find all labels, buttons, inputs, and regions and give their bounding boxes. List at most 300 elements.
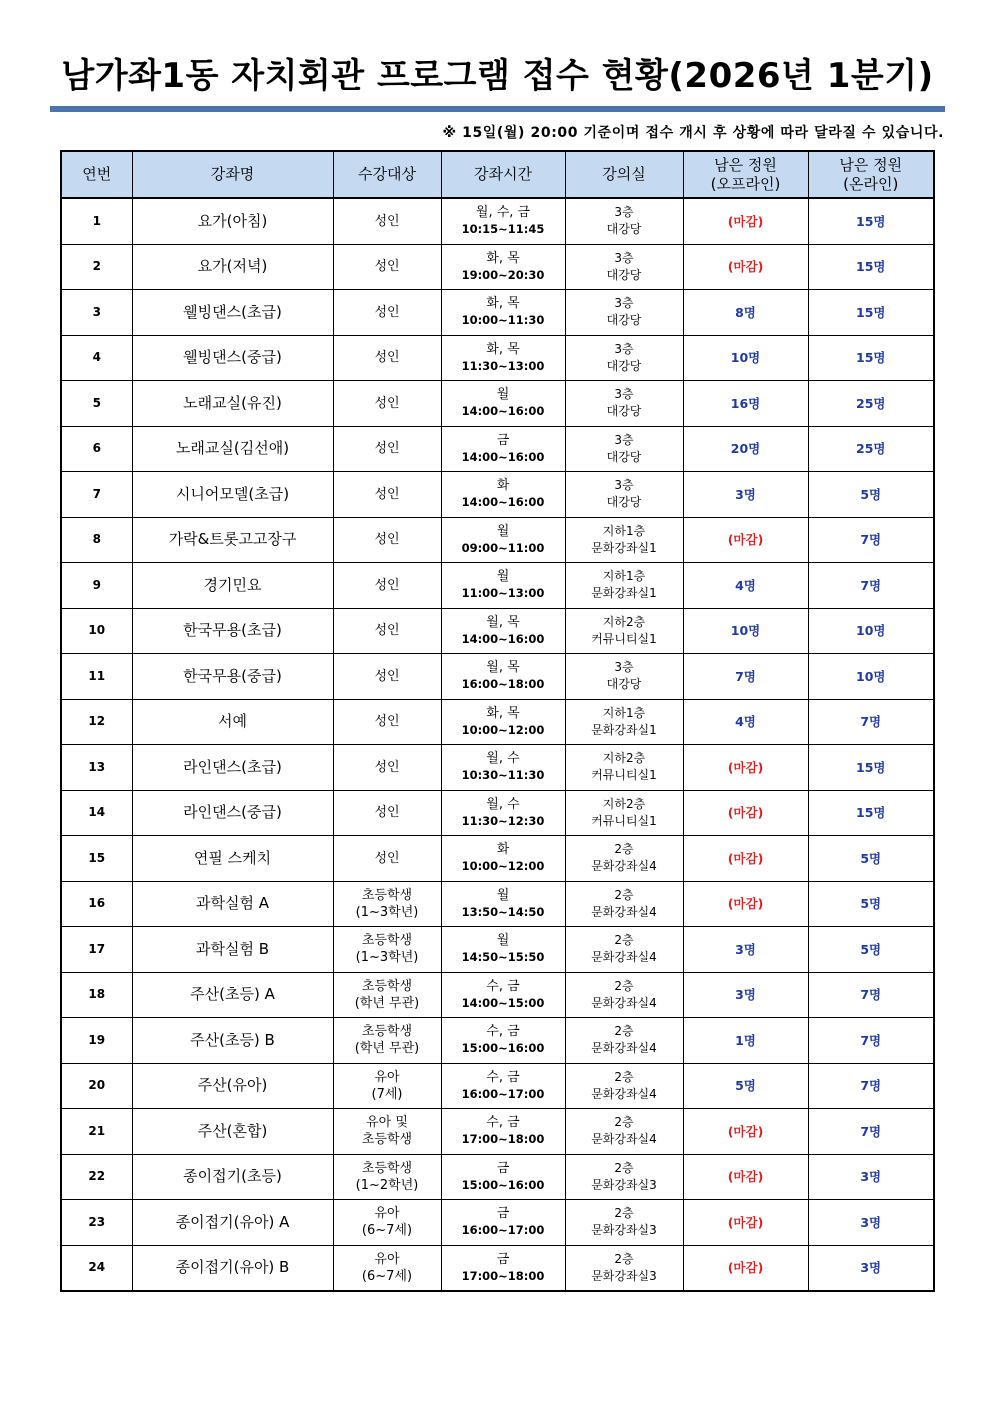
cell-target-line1: 성인 — [374, 304, 400, 320]
cell-online-remaining: 10명 — [808, 654, 934, 700]
cell-time — [441, 1109, 565, 1155]
cell-hours: 14:00~16:00 — [461, 495, 545, 510]
cell-days: 월 — [496, 887, 510, 903]
cell-time — [441, 563, 565, 609]
cell-no: 23 — [61, 1200, 132, 1246]
cell-floor: 2층 — [614, 978, 634, 993]
cell-hours: 14:00~16:00 — [461, 404, 545, 419]
cell-online-remaining: 7명 — [808, 1018, 934, 1064]
cell-target — [333, 381, 441, 427]
cell-offline-remaining: 4명 — [683, 699, 808, 745]
cell-target-line1: 유아 — [374, 1251, 400, 1267]
cell-target — [333, 790, 441, 836]
cell-target-line1: 성인 — [374, 714, 400, 730]
cell-room — [565, 426, 683, 472]
cell-floor: 지하1층 — [602, 705, 646, 720]
table-row — [61, 290, 934, 336]
cell-floor: 2층 — [614, 1024, 634, 1039]
cell-target — [333, 472, 441, 518]
cell-days: 월 — [496, 523, 510, 539]
cell-course: 과학실험 A — [132, 881, 333, 927]
cell-time — [441, 745, 565, 791]
cell-online-remaining: 5명 — [808, 927, 934, 973]
cell-days: 화, 목 — [486, 296, 520, 312]
cell-room — [565, 790, 683, 836]
table-row — [61, 1018, 934, 1064]
cell-time — [441, 1154, 565, 1200]
table-row — [61, 244, 934, 290]
cell-floor: 3층 — [614, 205, 634, 220]
cell-target-line2: 초등학생 — [361, 1132, 413, 1148]
cell-hours: 14:00~16:00 — [461, 631, 545, 646]
cell-floor: 2층 — [614, 1069, 634, 1084]
cell-target-line1: 성인 — [374, 259, 400, 275]
cell-online-remaining: 25명 — [808, 426, 934, 472]
cell-room — [565, 335, 683, 381]
cell-target — [333, 244, 441, 290]
cell-online-remaining: 15명 — [808, 790, 934, 836]
cell-offline-remaining: 7명 — [683, 654, 808, 700]
cell-offline-remaining: 20명 — [683, 426, 808, 472]
cell-target-line1: 성인 — [374, 350, 400, 366]
cell-days: 화, 목 — [486, 705, 520, 721]
cell-target-line1: 성인 — [374, 532, 400, 548]
cell-days: 화, 목 — [486, 341, 520, 357]
cell-target — [333, 563, 441, 609]
cell-offline-remaining: (마감) — [683, 244, 808, 290]
cell-online-remaining: 5명 — [808, 836, 934, 882]
cell-course: 서예 — [132, 699, 333, 745]
cell-days: 금 — [496, 1251, 510, 1267]
cell-online-remaining: 7명 — [808, 517, 934, 563]
table-header-row — [61, 151, 934, 198]
cell-hours: 10:30~11:30 — [461, 768, 545, 783]
cell-floor: 3층 — [614, 660, 634, 675]
cell-time — [441, 1200, 565, 1246]
cell-course: 주산(초등) A — [132, 972, 333, 1018]
cell-room-name: 문화강좌실3 — [591, 1268, 657, 1283]
cell-target — [333, 1109, 441, 1155]
cell-target-line2: (학년 무관) — [354, 995, 420, 1011]
cell-time — [441, 517, 565, 563]
cell-no: 5 — [61, 381, 132, 427]
cell-time — [441, 608, 565, 654]
cell-days: 화 — [496, 842, 510, 858]
cell-hours: 16:00~17:00 — [461, 1223, 545, 1238]
cell-offline-remaining: (마감) — [683, 881, 808, 927]
cell-room-name: 커뮤니티실1 — [591, 768, 657, 783]
cell-room — [565, 881, 683, 927]
header-offline-line2: (오프라인) — [710, 174, 781, 193]
cell-room-name: 문화강좌실1 — [591, 540, 657, 555]
cell-target-line2: (학년 무관) — [354, 1041, 420, 1057]
cell-online-remaining: 15명 — [808, 198, 934, 244]
cell-target-line1: 유아 및 — [366, 1115, 408, 1131]
table-row — [61, 699, 934, 745]
cell-days: 월 — [496, 569, 510, 585]
header-online — [808, 151, 934, 198]
title-underline — [50, 106, 945, 112]
cell-offline-remaining: (마감) — [683, 1154, 808, 1200]
cell-floor: 지하2층 — [602, 614, 646, 629]
cell-hours: 15:00~16:00 — [461, 1041, 545, 1056]
cell-room-name: 대강당 — [606, 495, 642, 510]
cell-room-name: 대강당 — [606, 313, 642, 328]
cell-hours: 16:00~18:00 — [461, 677, 545, 692]
cell-floor: 지하2층 — [602, 796, 646, 811]
cell-room — [565, 1245, 683, 1291]
cell-no: 14 — [61, 790, 132, 836]
cell-offline-remaining: (마감) — [683, 1245, 808, 1291]
table-row — [61, 927, 934, 973]
cell-time — [441, 1245, 565, 1291]
cell-target-line1: 성인 — [374, 577, 400, 593]
cell-room — [565, 1018, 683, 1064]
cell-target-line1: 성인 — [374, 759, 400, 775]
cell-hours: 09:00~11:00 — [461, 540, 545, 555]
cell-course: 연필 스케치 — [132, 836, 333, 882]
cell-offline-remaining: (마감) — [683, 790, 808, 836]
cell-room-name: 문화강좌실4 — [591, 904, 657, 919]
header-offline — [683, 151, 808, 198]
cell-room — [565, 517, 683, 563]
cell-hours: 10:00~11:30 — [461, 313, 545, 328]
cell-target-line1: 성인 — [374, 623, 400, 639]
cell-online-remaining: 5명 — [808, 472, 934, 518]
cell-time — [441, 836, 565, 882]
cell-offline-remaining: (마감) — [683, 1200, 808, 1246]
table-row — [61, 198, 934, 244]
cell-offline-remaining: 1명 — [683, 1018, 808, 1064]
cell-online-remaining: 3명 — [808, 1245, 934, 1291]
cell-online-remaining: 15명 — [808, 244, 934, 290]
cell-online-remaining: 10명 — [808, 608, 934, 654]
cell-target — [333, 881, 441, 927]
cell-no: 4 — [61, 335, 132, 381]
cell-days: 화 — [496, 478, 510, 494]
cell-target-line1: 성인 — [374, 850, 400, 866]
cell-days: 월, 수 — [486, 751, 520, 767]
cell-offline-remaining: 4명 — [683, 563, 808, 609]
cell-hours: 14:00~15:00 — [461, 995, 545, 1010]
cell-room-name: 대강당 — [606, 222, 642, 237]
cell-hours: 10:15~11:45 — [461, 222, 545, 237]
cell-online-remaining: 7명 — [808, 699, 934, 745]
cell-time — [441, 381, 565, 427]
cell-no: 3 — [61, 290, 132, 336]
cell-time — [441, 654, 565, 700]
notice-text: ※ 15일(월) 20:00 기준이며 접수 개시 후 상황에 따라 달라질 수 있습니다. — [442, 125, 944, 141]
cell-online-remaining: 7명 — [808, 563, 934, 609]
table-row — [61, 563, 934, 609]
cell-days: 월, 수 — [486, 796, 520, 812]
cell-floor: 지하1층 — [602, 523, 646, 538]
table-row — [61, 1063, 934, 1109]
cell-target — [333, 290, 441, 336]
cell-room — [565, 699, 683, 745]
cell-floor: 3층 — [614, 250, 634, 265]
cell-floor: 2층 — [614, 1251, 634, 1266]
cell-target-line1: 성인 — [374, 486, 400, 502]
cell-no: 9 — [61, 563, 132, 609]
cell-offline-remaining: 16명 — [683, 381, 808, 427]
table-row — [61, 881, 934, 927]
cell-offline-remaining: 5명 — [683, 1063, 808, 1109]
cell-no: 11 — [61, 654, 132, 700]
cell-time — [441, 290, 565, 336]
cell-time — [441, 699, 565, 745]
cell-target-line1: 초등학생 — [361, 1024, 413, 1040]
cell-target — [333, 927, 441, 973]
cell-room — [565, 1109, 683, 1155]
cell-hours: 11:30~12:30 — [461, 813, 545, 828]
cell-days: 월 — [496, 933, 510, 949]
cell-target — [333, 699, 441, 745]
cell-room-name: 대강당 — [606, 677, 642, 692]
cell-no: 20 — [61, 1063, 132, 1109]
cell-course: 경기민요 — [132, 563, 333, 609]
cell-hours: 15:00~16:00 — [461, 1177, 545, 1192]
cell-hours: 11:30~13:00 — [461, 358, 545, 373]
cell-course: 웰빙댄스(중급) — [132, 335, 333, 381]
cell-course: 주산(유아) — [132, 1063, 333, 1109]
cell-room — [565, 927, 683, 973]
cell-no: 10 — [61, 608, 132, 654]
table-row — [61, 745, 934, 791]
cell-room-name: 문화강좌실4 — [591, 1132, 657, 1147]
header-no: 연번 — [61, 151, 132, 198]
cell-room — [565, 608, 683, 654]
cell-floor: 3층 — [614, 341, 634, 356]
cell-no: 13 — [61, 745, 132, 791]
table-row — [61, 790, 934, 836]
cell-no: 17 — [61, 927, 132, 973]
cell-time — [441, 472, 565, 518]
cell-days: 월, 수, 금 — [475, 205, 531, 221]
cell-days: 금 — [496, 1206, 510, 1222]
cell-no: 21 — [61, 1109, 132, 1155]
cell-offline-remaining: 10명 — [683, 608, 808, 654]
cell-hours: 17:00~18:00 — [461, 1268, 545, 1283]
cell-room-name: 문화강좌실1 — [591, 722, 657, 737]
cell-no: 15 — [61, 836, 132, 882]
cell-hours: 13:50~14:50 — [461, 904, 545, 919]
cell-target — [333, 335, 441, 381]
cell-room — [565, 244, 683, 290]
cell-course: 요가(저녁) — [132, 244, 333, 290]
cell-time — [441, 426, 565, 472]
table-row — [61, 381, 934, 427]
cell-target-line2: (1~2학년) — [355, 1177, 419, 1193]
cell-target-line2: (1~3학년) — [355, 950, 419, 966]
cell-days: 수, 금 — [486, 978, 520, 994]
cell-target-line1: 성인 — [374, 395, 400, 411]
cell-target — [333, 1063, 441, 1109]
cell-room-name: 문화강좌실4 — [591, 859, 657, 874]
cell-floor: 3층 — [614, 432, 634, 447]
cell-room-name: 문화강좌실1 — [591, 586, 657, 601]
cell-offline-remaining: (마감) — [683, 517, 808, 563]
cell-days: 월, 목 — [486, 660, 520, 676]
cell-offline-remaining: (마감) — [683, 198, 808, 244]
cell-offline-remaining: 8명 — [683, 290, 808, 336]
cell-days: 금 — [496, 1160, 510, 1176]
header-online-line2: (온라인) — [843, 174, 899, 193]
cell-room-name: 문화강좌실3 — [591, 1223, 657, 1238]
cell-target — [333, 1018, 441, 1064]
cell-course: 종이접기(초등) — [132, 1154, 333, 1200]
cell-floor: 지하2층 — [602, 751, 646, 766]
cell-target — [333, 198, 441, 244]
cell-target — [333, 608, 441, 654]
cell-room — [565, 472, 683, 518]
cell-hours: 17:00~18:00 — [461, 1132, 545, 1147]
table-row — [61, 1109, 934, 1155]
table-row — [61, 335, 934, 381]
cell-target — [333, 836, 441, 882]
cell-course: 가락&트롯고고장구 — [132, 517, 333, 563]
cell-online-remaining: 15명 — [808, 290, 934, 336]
cell-days: 수, 금 — [486, 1115, 520, 1131]
cell-room-name: 대강당 — [606, 267, 642, 282]
cell-target-line1: 초등학생 — [361, 978, 413, 994]
cell-target-line1: 유아 — [374, 1206, 400, 1222]
cell-course: 주산(초등) B — [132, 1018, 333, 1064]
cell-floor: 지하1층 — [602, 569, 646, 584]
cell-course: 한국무용(중급) — [132, 654, 333, 700]
table-row — [61, 972, 934, 1018]
cell-floor: 2층 — [614, 842, 634, 857]
cell-target — [333, 972, 441, 1018]
cell-target — [333, 1200, 441, 1246]
cell-target-line1: 유아 — [374, 1069, 400, 1085]
cell-room — [565, 1154, 683, 1200]
cell-course: 종이접기(유아) A — [132, 1200, 333, 1246]
cell-no: 2 — [61, 244, 132, 290]
table-row — [61, 426, 934, 472]
cell-no: 22 — [61, 1154, 132, 1200]
cell-time — [441, 244, 565, 290]
cell-hours: 11:00~13:00 — [461, 586, 545, 601]
cell-course: 한국무용(초급) — [132, 608, 333, 654]
cell-online-remaining: 3명 — [808, 1200, 934, 1246]
cell-room — [565, 972, 683, 1018]
header-room: 강의실 — [565, 151, 683, 198]
program-table — [60, 150, 935, 1292]
cell-target-line1: 성인 — [374, 441, 400, 457]
cell-days: 화, 목 — [486, 250, 520, 266]
cell-offline-remaining: 3명 — [683, 472, 808, 518]
cell-room — [565, 1063, 683, 1109]
cell-days: 수, 금 — [486, 1024, 520, 1040]
cell-time — [441, 790, 565, 836]
cell-room — [565, 836, 683, 882]
cell-hours: 14:50~15:50 — [461, 950, 545, 965]
cell-course: 요가(아침) — [132, 198, 333, 244]
header-offline-line1: 남은 정원 — [714, 155, 777, 174]
cell-floor: 3층 — [614, 296, 634, 311]
cell-room — [565, 654, 683, 700]
table-row — [61, 472, 934, 518]
cell-target-line1: 성인 — [374, 668, 400, 684]
cell-floor: 2층 — [614, 887, 634, 902]
header-course: 강좌명 — [132, 151, 333, 198]
cell-no: 6 — [61, 426, 132, 472]
cell-room-name: 문화강좌실4 — [591, 1086, 657, 1101]
cell-offline-remaining: (마감) — [683, 836, 808, 882]
cell-days: 금 — [496, 432, 510, 448]
cell-target-line2: (1~3학년) — [355, 904, 419, 920]
cell-course: 노래교실(유진) — [132, 381, 333, 427]
table-row — [61, 1245, 934, 1291]
cell-hours: 10:00~12:00 — [461, 722, 545, 737]
cell-time — [441, 335, 565, 381]
cell-target-line2: (6~7세) — [361, 1268, 413, 1284]
cell-offline-remaining: 3명 — [683, 972, 808, 1018]
cell-floor: 3층 — [614, 387, 634, 402]
cell-online-remaining: 25명 — [808, 381, 934, 427]
cell-online-remaining: 15명 — [808, 335, 934, 381]
table-row — [61, 836, 934, 882]
cell-course: 과학실험 B — [132, 927, 333, 973]
cell-room-name: 문화강좌실3 — [591, 1177, 657, 1192]
cell-days: 월 — [496, 387, 510, 403]
page-title: 남가좌1동 자치회관 프로그램 접수 현황(2026년 1분기) — [61, 56, 934, 96]
cell-course: 주산(혼합) — [132, 1109, 333, 1155]
cell-online-remaining: 7명 — [808, 1109, 934, 1155]
cell-floor: 2층 — [614, 1115, 634, 1130]
cell-room — [565, 563, 683, 609]
cell-offline-remaining: 10명 — [683, 335, 808, 381]
cell-floor: 2층 — [614, 933, 634, 948]
cell-course: 라인댄스(중급) — [132, 790, 333, 836]
cell-days: 월, 목 — [486, 614, 520, 630]
cell-time — [441, 198, 565, 244]
cell-hours: 14:00~16:00 — [461, 449, 545, 464]
cell-target — [333, 654, 441, 700]
cell-no: 19 — [61, 1018, 132, 1064]
cell-days: 수, 금 — [486, 1069, 520, 1085]
cell-room — [565, 1200, 683, 1246]
cell-room-name: 문화강좌실4 — [591, 1041, 657, 1056]
table-row — [61, 1200, 934, 1246]
cell-offline-remaining: 3명 — [683, 927, 808, 973]
cell-no: 1 — [61, 198, 132, 244]
cell-target — [333, 745, 441, 791]
cell-room — [565, 290, 683, 336]
cell-hours: 16:00~17:00 — [461, 1086, 545, 1101]
cell-time — [441, 1063, 565, 1109]
cell-online-remaining: 3명 — [808, 1154, 934, 1200]
cell-floor: 3층 — [614, 478, 634, 493]
cell-target-line1: 성인 — [374, 805, 400, 821]
cell-room-name: 문화강좌실4 — [591, 950, 657, 965]
cell-target — [333, 517, 441, 563]
cell-course: 종이접기(유아) B — [132, 1245, 333, 1291]
cell-room-name: 문화강좌실4 — [591, 995, 657, 1010]
header-time: 강좌시간 — [441, 151, 565, 198]
cell-no: 7 — [61, 472, 132, 518]
cell-time — [441, 881, 565, 927]
table-row — [61, 608, 934, 654]
cell-hours: 19:00~20:30 — [461, 267, 545, 282]
cell-offline-remaining: (마감) — [683, 745, 808, 791]
cell-online-remaining: 7명 — [808, 972, 934, 1018]
cell-no: 16 — [61, 881, 132, 927]
cell-target-line1: 성인 — [374, 213, 400, 229]
cell-course: 노래교실(김선애) — [132, 426, 333, 472]
cell-floor: 2층 — [614, 1206, 634, 1221]
